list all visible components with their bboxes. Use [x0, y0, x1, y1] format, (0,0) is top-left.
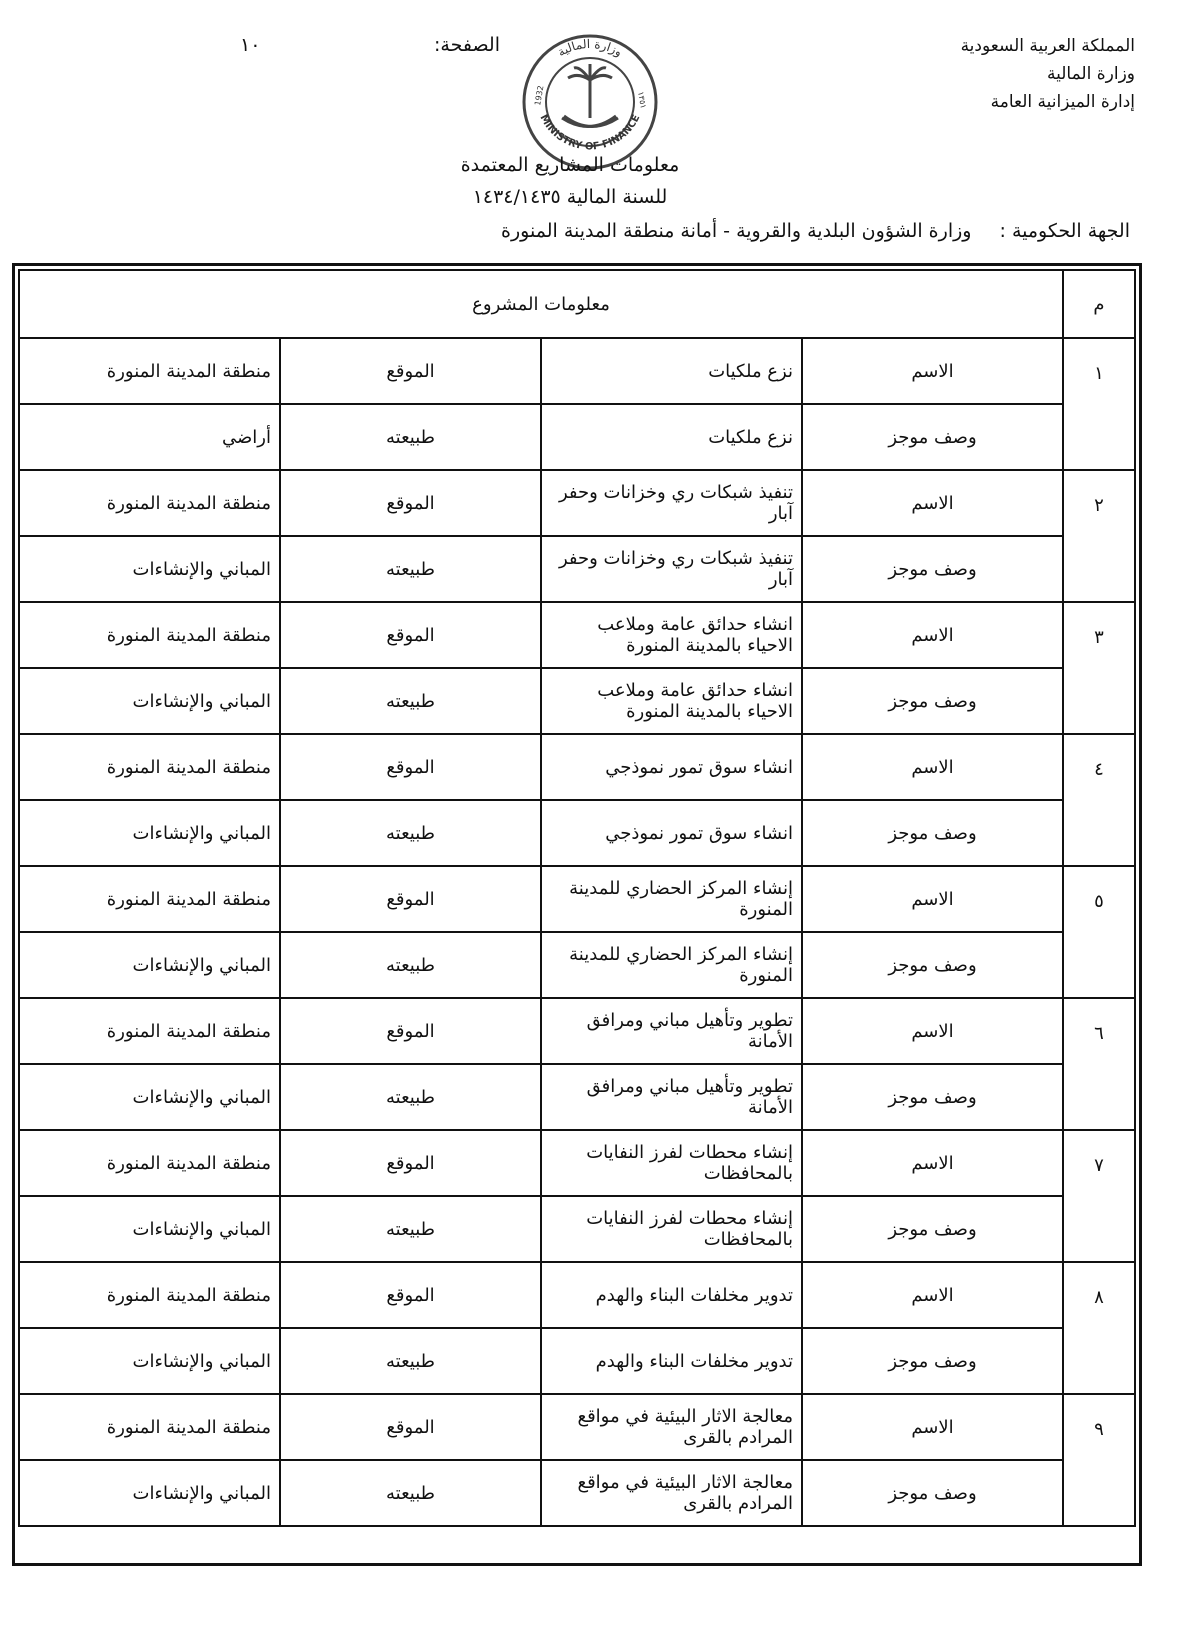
project-row-name: [19, 602, 1135, 668]
project-index: ٥: [1063, 866, 1135, 998]
project-index: ٣: [1063, 602, 1135, 734]
entity-label: الجهة الحكومية :: [999, 220, 1130, 242]
project-nature: المباني والإنشاءات: [19, 1328, 280, 1394]
project-description: تنفيذ شبكات ري وخزانات وحفر آبار: [541, 536, 802, 602]
location-label: الموقع: [280, 1394, 541, 1460]
description-label: وصف موجز: [802, 536, 1063, 602]
project-index: ٧: [1063, 1130, 1135, 1262]
project-row-name: [19, 998, 1135, 1064]
project-location: منطقة المدينة المنورة: [19, 1262, 280, 1328]
project-nature: المباني والإنشاءات: [19, 668, 280, 734]
project-index: ٩: [1063, 1394, 1135, 1526]
project-nature: المباني والإنشاءات: [19, 1196, 280, 1262]
location-label: الموقع: [280, 1130, 541, 1196]
column-header-index: م: [1063, 270, 1135, 338]
project-row-description: [19, 1196, 1135, 1262]
svg-text:١٣٥١: ١٣٥١: [636, 90, 648, 110]
project-row-name: [19, 338, 1135, 404]
description-label: وصف موجز: [802, 1460, 1063, 1526]
svg-text:MINISTRY OF FINANCE: MINISTRY OF FINANCE: [537, 112, 643, 153]
project-description: تطوير وتأهيل مباني ومرافق الأمانة: [541, 1064, 802, 1130]
project-nature: أراضي: [19, 404, 280, 470]
project-name: تطوير وتأهيل مباني ومرافق الأمانة: [541, 998, 802, 1064]
project-row-description: [19, 932, 1135, 998]
project-nature: المباني والإنشاءات: [19, 800, 280, 866]
nature-label: طبيعته: [280, 1196, 541, 1262]
ministry-seal-logo: [520, 32, 660, 172]
project-row-name: [19, 734, 1135, 800]
project-nature: المباني والإنشاءات: [19, 536, 280, 602]
location-label: الموقع: [280, 602, 541, 668]
location-label: الموقع: [280, 338, 541, 404]
name-label: الاسم: [802, 866, 1063, 932]
project-row-description: [19, 668, 1135, 734]
projects-table-frame: [12, 263, 1142, 1566]
project-location: منطقة المدينة المنورة: [19, 734, 280, 800]
svg-text:وزارة المالية: وزارة المالية: [555, 36, 625, 60]
project-description: نزع ملكيات: [541, 404, 802, 470]
project-location: منطقة المدينة المنورة: [19, 338, 280, 404]
project-location: منطقة المدينة المنورة: [19, 1130, 280, 1196]
name-label: الاسم: [802, 1394, 1063, 1460]
table-header-row: [19, 270, 1135, 338]
project-index: ٢: [1063, 470, 1135, 602]
project-row-name: [19, 470, 1135, 536]
nature-label: طبيعته: [280, 932, 541, 998]
description-label: وصف موجز: [802, 1196, 1063, 1262]
name-label: الاسم: [802, 1262, 1063, 1328]
project-index: ٦: [1063, 998, 1135, 1130]
project-row-description: [19, 1460, 1135, 1526]
project-location: منطقة المدينة المنورة: [19, 470, 280, 536]
project-nature: المباني والإنشاءات: [19, 1460, 280, 1526]
project-description: انشاء سوق تمور نموذجي: [541, 800, 802, 866]
project-row-name: [19, 866, 1135, 932]
project-location: منطقة المدينة المنورة: [19, 998, 280, 1064]
nature-label: طبيعته: [280, 800, 541, 866]
nature-label: طبيعته: [280, 1064, 541, 1130]
project-location: منطقة المدينة المنورة: [19, 1394, 280, 1460]
project-name: معالجة الاثار البيئية في مواقع المرادم بالقرى: [541, 1394, 802, 1460]
location-label: الموقع: [280, 470, 541, 536]
issuer-country: المملكة العربية السعودية: [960, 36, 1135, 56]
project-nature: المباني والإنشاءات: [19, 932, 280, 998]
project-row-description: [19, 1328, 1135, 1394]
name-label: الاسم: [802, 602, 1063, 668]
location-label: الموقع: [280, 1262, 541, 1328]
project-row-name: [19, 1394, 1135, 1460]
project-location: منطقة المدينة المنورة: [19, 602, 280, 668]
project-row-description: [19, 800, 1135, 866]
project-description: انشاء حدائق عامة وملاعب الاحياء بالمدينة المنورة: [541, 668, 802, 734]
project-row-name: [19, 1130, 1135, 1196]
name-label: الاسم: [802, 470, 1063, 536]
name-label: الاسم: [802, 998, 1063, 1064]
project-nature: المباني والإنشاءات: [19, 1064, 280, 1130]
page-number: ١٠: [240, 34, 261, 56]
name-label: الاسم: [802, 1130, 1063, 1196]
project-name: تنفيذ شبكات ري وخزانات وحفر آبار: [541, 470, 802, 536]
nature-label: طبيعته: [280, 536, 541, 602]
nature-label: طبيعته: [280, 668, 541, 734]
project-row-description: [19, 536, 1135, 602]
location-label: الموقع: [280, 998, 541, 1064]
description-label: وصف موجز: [802, 800, 1063, 866]
description-label: وصف موجز: [802, 404, 1063, 470]
project-name: انشاء سوق تمور نموذجي: [541, 734, 802, 800]
description-label: وصف موجز: [802, 668, 1063, 734]
project-description: تدوير مخلفات البناء والهدم: [541, 1328, 802, 1394]
description-label: وصف موجز: [802, 932, 1063, 998]
project-name: تدوير مخلفات البناء والهدم: [541, 1262, 802, 1328]
name-label: الاسم: [802, 734, 1063, 800]
project-row-name: [19, 1262, 1135, 1328]
project-row-description: [19, 1064, 1135, 1130]
project-description: إنشاء المركز الحضاري للمدينة المنورة: [541, 932, 802, 998]
project-name: نزع ملكيات: [541, 338, 802, 404]
projects-table: [18, 269, 1136, 1527]
name-label: الاسم: [802, 338, 1063, 404]
project-name: إنشاء محطات لفرز النفايات بالمحافظات: [541, 1130, 802, 1196]
issuer-ministry: وزارة المالية: [1047, 64, 1135, 84]
project-index: ٤: [1063, 734, 1135, 866]
nature-label: طبيعته: [280, 404, 541, 470]
location-label: الموقع: [280, 866, 541, 932]
document-title: معلومات المشاريع المعتمدة: [460, 154, 680, 176]
column-header-project-info: معلومات المشروع: [19, 270, 1063, 338]
location-label: الموقع: [280, 734, 541, 800]
project-location: منطقة المدينة المنورة: [19, 866, 280, 932]
project-description: معالجة الاثار البيئية في مواقع المرادم بالقرى: [541, 1460, 802, 1526]
nature-label: طبيعته: [280, 1328, 541, 1394]
svg-text:1932: 1932: [533, 84, 546, 107]
government-entity: [501, 220, 1130, 242]
issuer-department: إدارة الميزانية العامة: [990, 92, 1135, 112]
project-index: ١: [1063, 338, 1135, 470]
issuer-block: [961, 32, 1135, 116]
project-row-description: [19, 404, 1135, 470]
project-name: انشاء حدائق عامة وملاعب الاحياء بالمدينة المنورة: [541, 602, 802, 668]
nature-label: طبيعته: [280, 1460, 541, 1526]
fiscal-year: للسنة المالية ١٤٣٤/١٤٣٥: [472, 186, 668, 208]
entity-value: وزارة الشؤون البلدية والقروية - أمانة منطقة المدينة المنورة: [501, 220, 972, 242]
page-label: الصفحة:: [433, 34, 500, 56]
project-name: إنشاء المركز الحضاري للمدينة المنورة: [541, 866, 802, 932]
description-label: وصف موجز: [802, 1328, 1063, 1394]
project-index: ٨: [1063, 1262, 1135, 1394]
project-description: إنشاء محطات لفرز النفايات بالمحافظات: [541, 1196, 802, 1262]
description-label: وصف موجز: [802, 1064, 1063, 1130]
